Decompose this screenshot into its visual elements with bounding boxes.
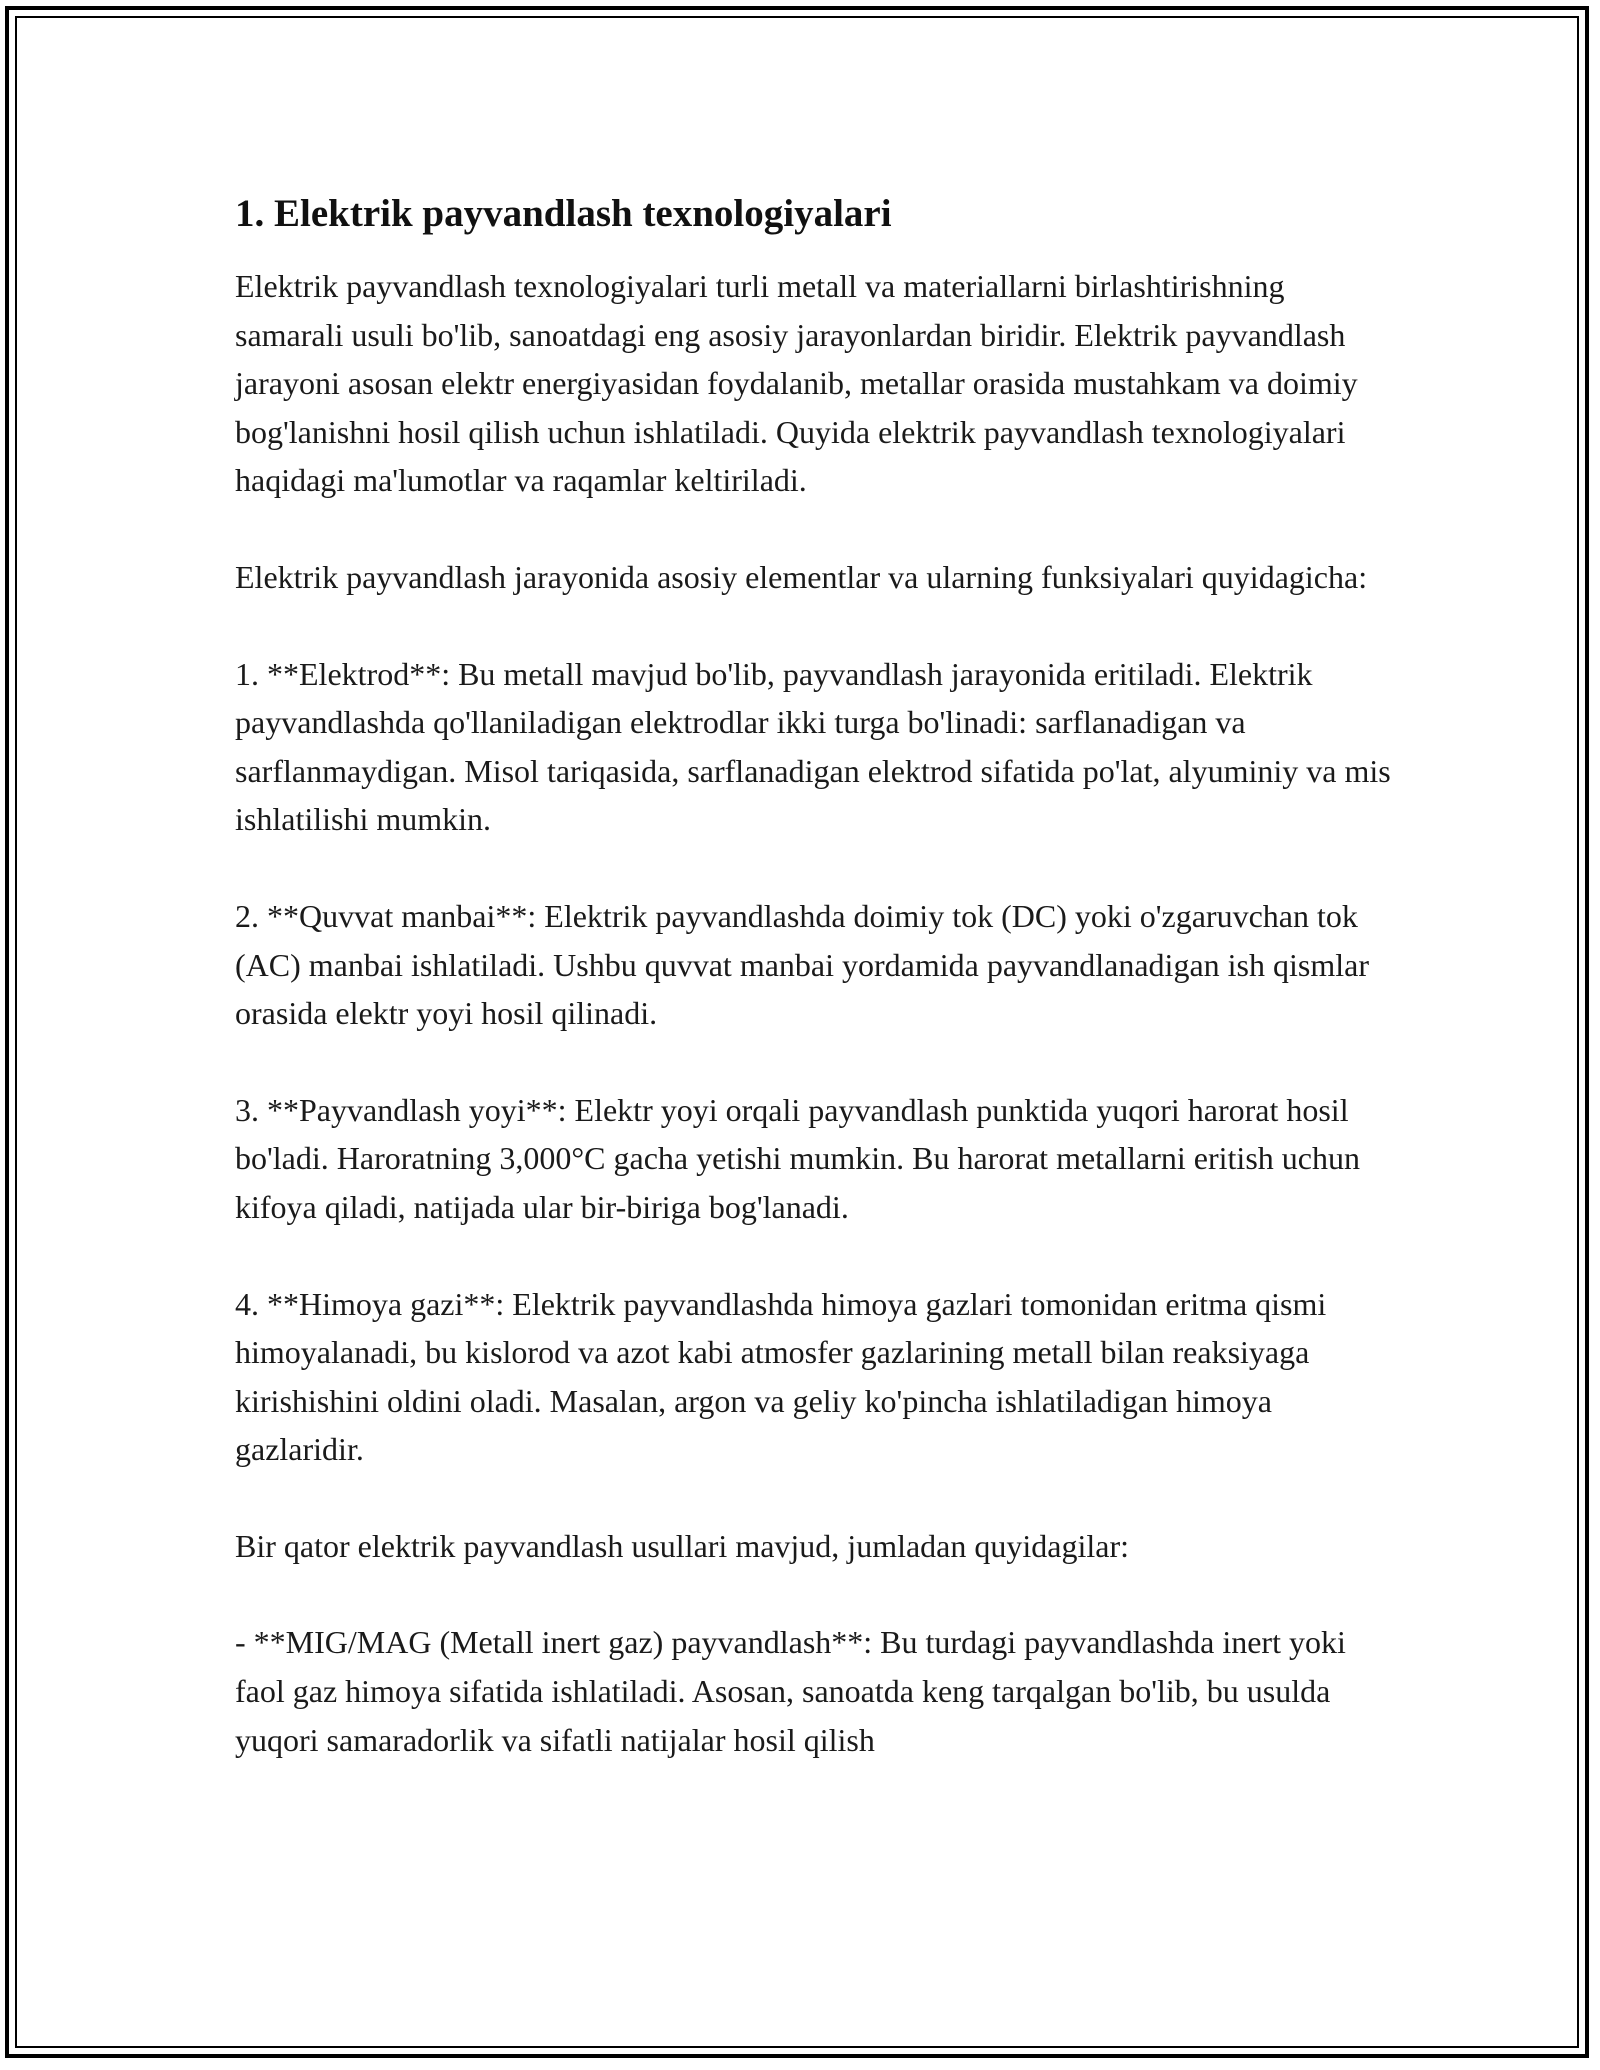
item-shielding-gas-paragraph: 4. **Himoya gazi**: Elektrik payvandlashda himoya gazlari tomonidan eritma qismi himoyalanadi, bu kislorod va azot kabi atmosfer gazlarining metall bilan reaksiyaga kirishishini oldini oladi. Masalan, argon va geliy ko'pincha ishlatiladigan himoya gazlaridir. bbox=[235, 1285, 1327, 1468]
intro-paragraph: Elektrik payvandlash texnologiyalari turli metall va materiallarni birlashtirishning samarali usuli bo'lib, sanoatdagi eng asosiy jarayonlardan biridir. Elektrik payvandlash jarayoni asosan elektr energiyasidan foydalanib, metallar orasida mustahkam va doimiy bog'lanishni hosil qilish uchun ishlatiladi. Quyida elektrik payvandlash texnologiyalari haqidagi ma'lumotlar va raqamlar keltiriladi. bbox=[235, 268, 1358, 499]
elements-intro-paragraph: Elektrik payvandlash jarayonida asosiy elementlar va ularning funksiyalari quyidagicha: bbox=[235, 558, 1368, 595]
methods-intro-paragraph: Bir qator elektrik payvandlash usullari mavjud, jumladan quyidagilar: bbox=[235, 1527, 1129, 1564]
document-body bbox=[235, 186, 1395, 1764]
item-power-source-paragraph: 2. **Quvvat manbai**: Elektrik payvandlashda doimiy tok (DC) yoki o'zgaruvchan tok (AC) manbai ishlatiladi. Ushbu quvvat manbai yordamida payvandlanadigan ish qismlar orasida elektr yoyi hosil qilinadi. bbox=[235, 897, 1369, 1032]
method-mig-mag-paragraph: - **MIG/MAG (Metall inert gaz) payvandlash**: Bu turdagi payvandlashda inert yoki faol gaz himoya sifatida ishlatiladi. Asosan, sanoatda keng tarqalgan bo'lib, bu usulda yuqori samaradorlik va sifatli natijalar hosil qilish bbox=[235, 1624, 1346, 1758]
item-welding-arc-paragraph: 3. **Payvandlash yoyi**: Elektr yoyi orqali payvandlash punktida yuqori harorat hosil bo'ladi. Haroratning 3,000°C gacha yetishi mumkin. Bu harorat metallarni eritish uchun kifoya qiladi, natijada ular bir-biriga bog'lanadi. bbox=[235, 1091, 1360, 1225]
item-electrode-paragraph: 1. **Elektrod**: Bu metall mavjud bo'lib, payvandlash jarayonida eritiladi. Elektrik payvandlashda qo'llaniladigan elektrodlar ikki turga bo'linadi: sarflanadigan va sarflanmaydigan. Misol tariqasida, sarflanadigan elektrod sifatida po'lat, alyuminiy va mis ishlatilishi mumkin. bbox=[235, 655, 1391, 838]
section-heading: 1. Elektrik payvandlash texnologiyalari bbox=[235, 192, 892, 235]
